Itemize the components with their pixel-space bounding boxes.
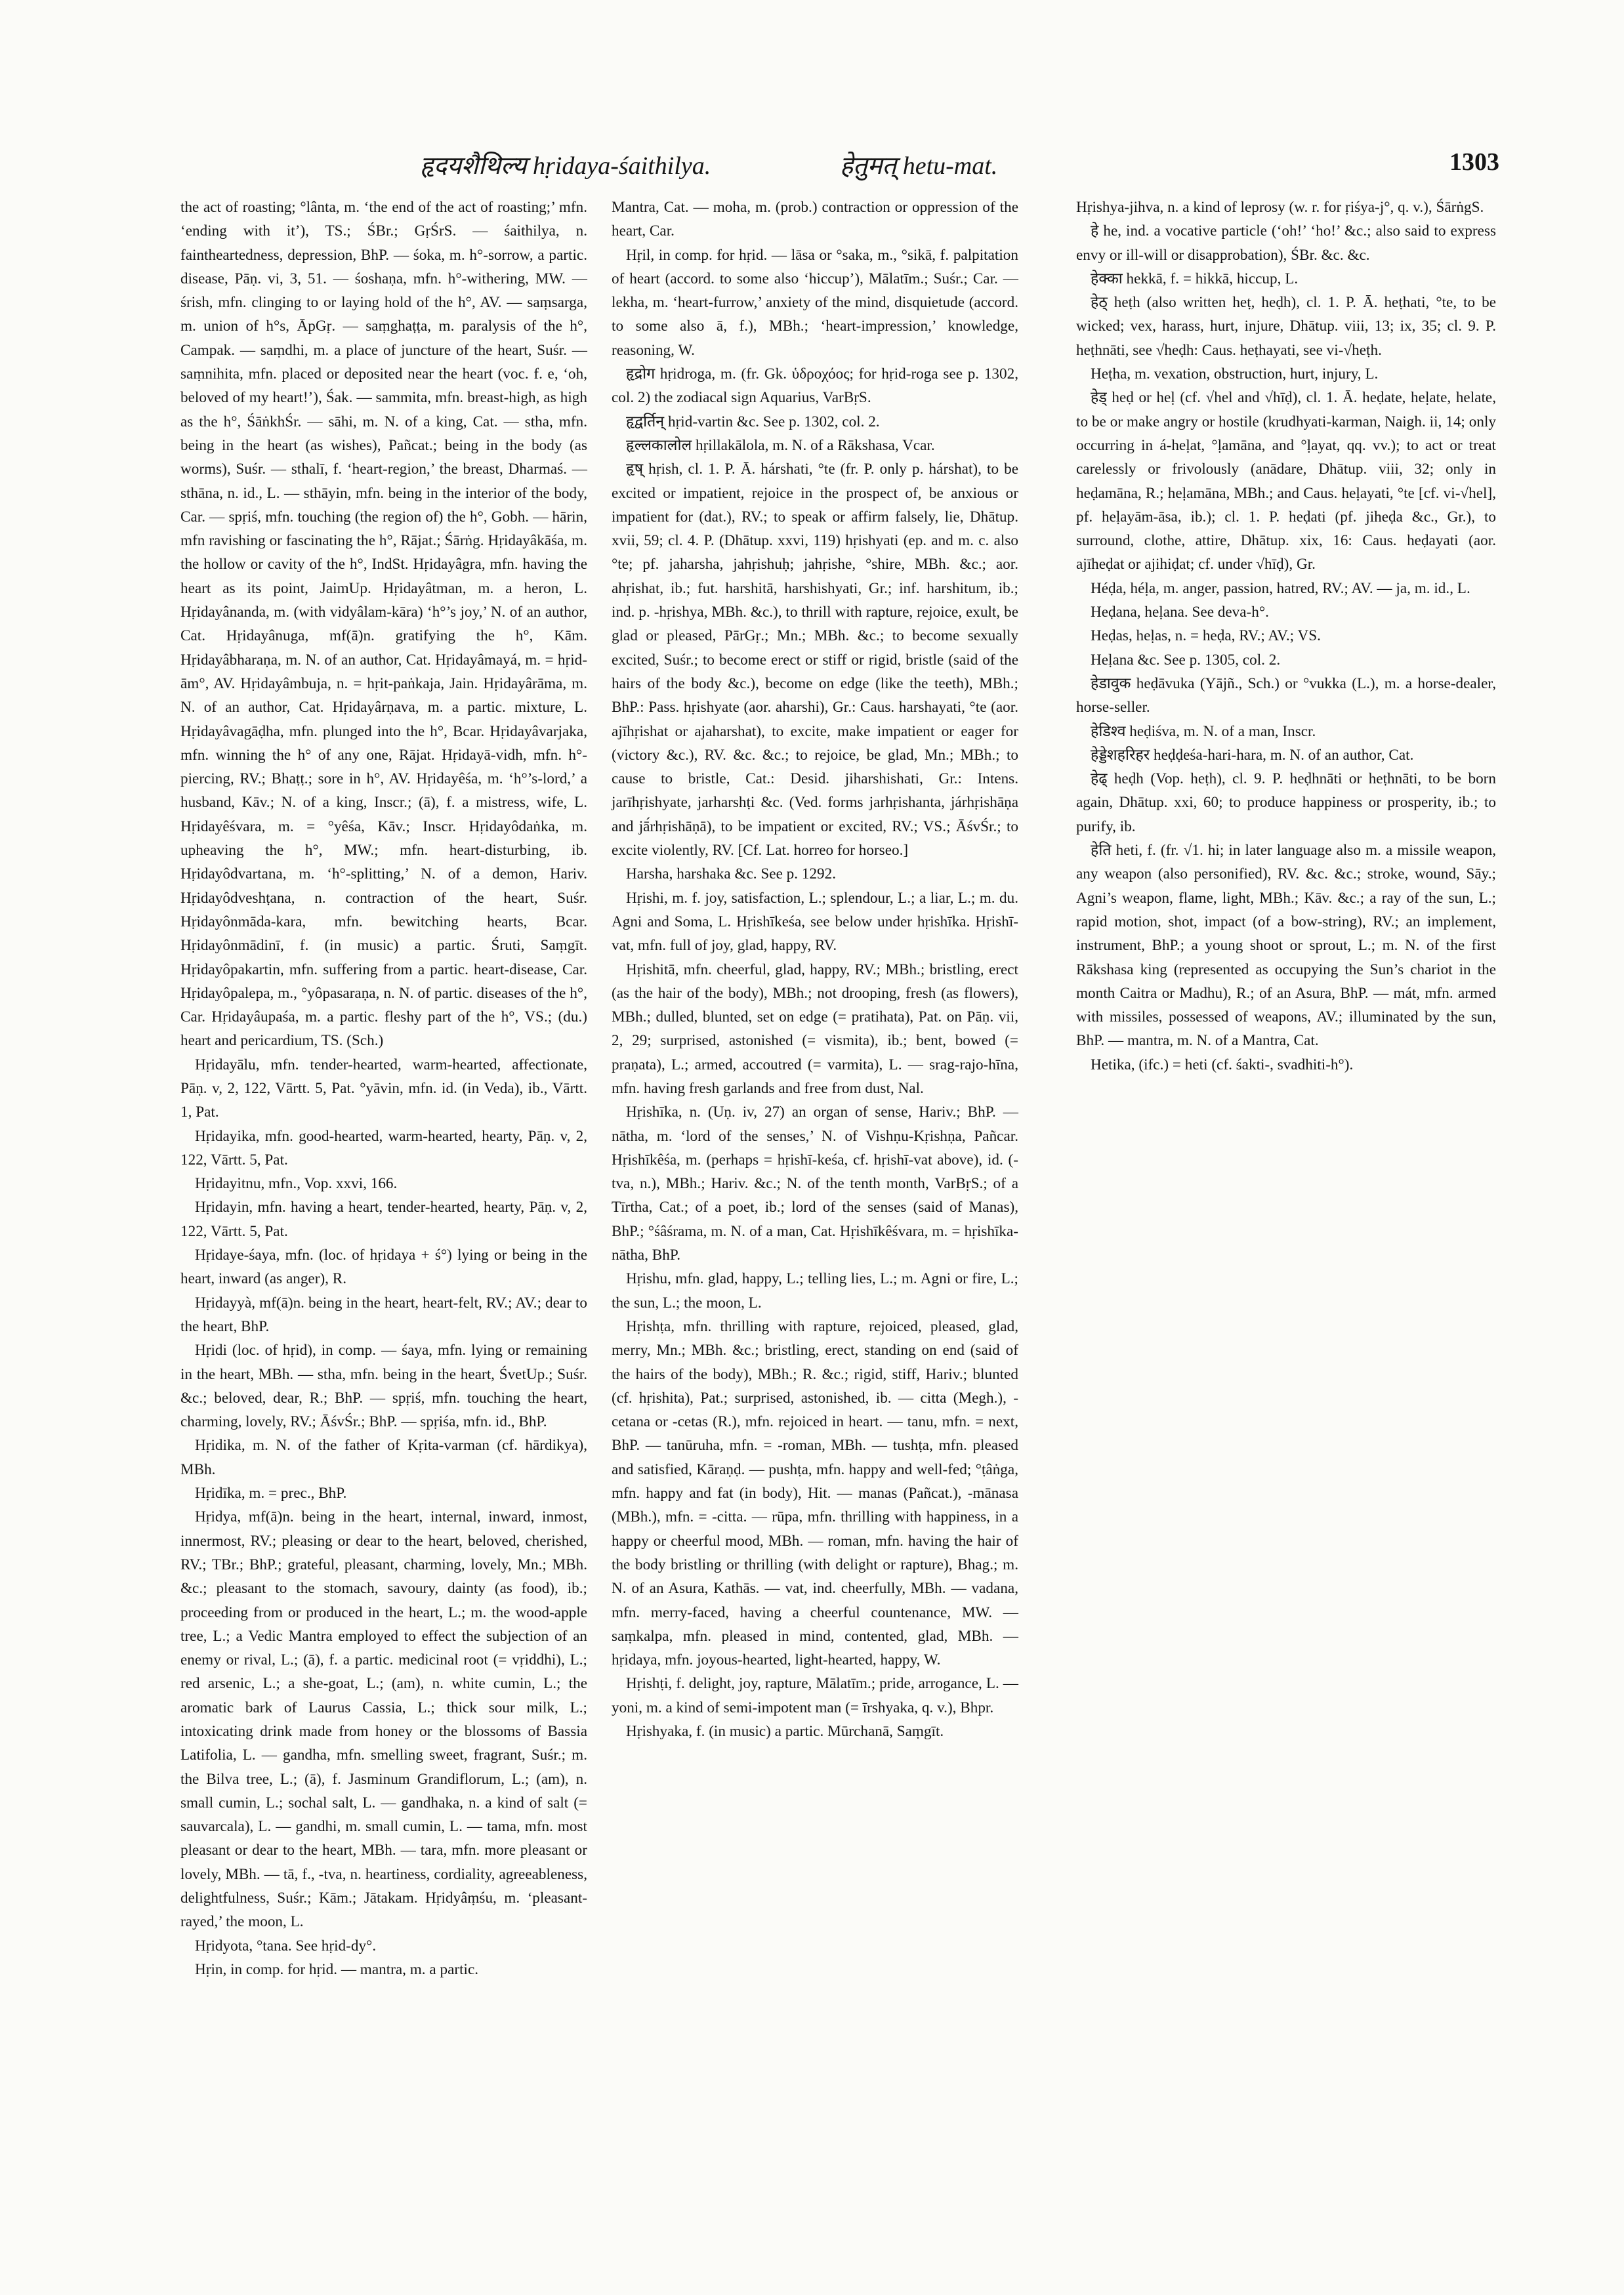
entry-paragraph: Hṛidayitnu, mfn., Vop. xxvi, 166. [195,1175,398,1193]
entry-paragraph: Hṛidaye-śaya, mfn. (loc. of hṛidaya + ś°) lying or being in the heart, inward (as anger), R. [180,1247,587,1288]
entry-paragraph: Hṛidayyà, mf(ā)n. being in the heart, heart-felt, RV.; AV.; dear to the heart, BhP. [180,1294,587,1335]
entry-paragraph: Hṛishṭa, mfn. thrilling with rapture, rejoiced, pleased, glad, merry, Mn.; MBh. &c.; bristling, erect, standing on end (said of the hairs of the body), MBh.; R. &c.; rigid, stiff, Hariv.; blunted (cf. hṛishita), Pat.; surprised, astonished, ib. — citta (Megh.), -cetana or -cetas (R.), mfn. rejoiced in heart. — tanu, mfn. = next, BhP. — tanūruha, mfn. = -roman, MBh. — tushṭa, mfn. pleased and satisfied, Kāraṇḍ. — pushṭa, mfn. happy and well-fed; °ṭâṅga, mfn. happy and fat (in body), Hit. — manas (Pañcat.), -mānasa (MBh.), mfn. = -citta. — rūpa, mfn. thrilling with happiness, in a happy or cheerful mood, MBh. — roman, mfn. having the hair of the body bristling or thrilling (with delight or rapture), Bhag.; m. N. of an Asura, Kathās. — vat, ind. cheerfully, MBh. — vadana, mfn. merry-faced, having a cheerful countenance, MW. — saṃkalpa, mfn. pleased in mind, contented, glad, MBh. — hṛidaya, mfn. joyous-hearted, light-hearted, happy, W. [612,1317,1018,1669]
entry-paragraph: Heḍana, heḷana. See deva-h°. [1091,604,1269,621]
entry-paragraph: Hṛishya-jihva, n. a kind of leprosy (w. r. for ṛiśya-j°, q. v.), ŚārṅgS. [1076,199,1484,216]
entry-paragraph: Hṛidika, m. N. of the father of Kṛita-varman (cf. hārdikya), MBh. [180,1437,587,1478]
entry-paragraph: Hṛishitā, mfn. cheerful, glad, happy, RV.; MBh.; bristling, erect (as the hair of the body), MBh.; not drooping, fresh (as flowers), MBh.; dulled, blunted, set on edge (= pratihata), Pat. on Pāṇ. vii, 2, 29; surprised, astonished (= vismita), ib.; bent, bowed (= praṇata), L.; armed, accoutred (= varmita), L. — srag-rajo-hīna, mfn. having fresh garlands and free from dust, Nal. [612,961,1018,1097]
entry-paragraph: हृल्लकालोल hṛillakālola, m. N. of a Rākshasa, Vcar. [626,436,935,454]
entry-paragraph: हे he, ind. a vocative particle (‘oh!’ ‘ho!’ &c.; also said to express envy or ill-will or disapprobation), ŚBr. &c. &c. [1076,222,1496,264]
entry-paragraph: Heḍas, heḷas, n. = heḍa, RV.; AV.; VS. [1091,627,1321,645]
right-running-headword: हेतुमत् hetu-mat. [840,152,998,180]
entry-paragraph: Hṛishu, mfn. glad, happy, L.; telling lies, L.; m. Agni or fire, L.; the sun, L.; the moon, L. [612,1270,1018,1312]
running-header [180,148,1499,184]
entry-paragraph: Hṛil, in comp. for hṛid. — lāsa or °saka, m., °sikā, f. palpitation of heart (accord. to some also ‘hiccup’), Mālatīm.; Suśr.; Car. — lekha, m. ‘heart-furrow,’ anxiety of the mind, disquietude (accord. to some also ā, f.), MBh.; ‘heart-impression,’ knowledge, reasoning, W. [612,246,1018,359]
entry-paragraph: Hṛishyaka, f. (in music) a partic. Mūrchanā, Saṃgīt. [626,1723,944,1740]
entry-paragraph: हेति heti, f. (fr. √1. hi; in later language also m. a missile weapon, any weapon (also personified), RV. &c. &c.; stroke, wound, Sāy.; Agni’s weapon, flame, light, MBh.; Kāv. &c.; a ray of the sun, L.; rapid motion, shot, impact (of a bow-string), RV.; an implement, instrument, BhP.; a young shoot or sprout, L.; m. N. of the first Rākshasa king (represented as occupying the Sun’s chariot in the month Caitra or Madhu), R.; of an Asura, BhP. — mát, mfn. armed with missiles, possessed of weapons, AV.; illuminated by the sun, BhP. — mantra, m. N. of a Mantra, Cat. [1076,842,1496,1050]
entry-paragraph: the act of roasting; °lânta, m. ‘the end of the act of roasting;’ mfn. ‘ending with it’), TS.; ŚBr.; GṛŚrS. — śaithilya, n. faintheartedness, depression, BhP. — śoka, m. h°-sorrow, a partic. disease, Pāṇ. vi, 3, 51. — śoshaṇa, mfn. h°-withering, MW. — śrish, mfn. clinging to or laying hold of the h°, AV. — saṃsarga, m. union of h°s, ĀpGṛ. — saṃghaṭṭa, m. paralysis of the h°, Campak. — saṃdhi, m. a place of juncture of the heart, Suśr. — saṃnihita, mfn. placed or deposited near the heart (voc. f. e, ‘oh, beloved of my heart!’), Śak. — sammita, mfn. breast-high, as high as the h°, ŚāṅkhŚr. — sāhi, m. N. of a king, Cat. — stha, mfn. being in the heart (as wishes), Pañcat.; being in the body (as worms), Suśr. — sthalī, f. ‘heart-region,’ the breast, Dharmaś. — sthāna, n. id., L. — sthāyin, mfn. being in the interior of the body, Car. — spṛiś, mfn. touching (the region of) the h°, Gobh. — hārin, mfn ravishing or fascinating the h°, Rājat.; Śārṅg. Hṛidayâkāśa, m. the hollow or cavity of the h°, IndSt. Hṛidayâgra, mfn. having the heart as its point, JaimUp. Hṛidayâtman, m. a heron, L. Hṛidayânanda, m. (with vidyâlam-kāra) ‘h°’s joy,’ N. of an author, Cat. Hṛidayânuga, mf(ā)n. gratifying the h°, Kām. Hṛidayâbharaṇa, m. N. of an author, Cat. Hṛidayâmayá, m. = hṛid-ām°, AV. Hṛidayâmbuja, n. = hṛit-paṅkaja, Jain. Hṛidayârāma, m. N. of an author, Cat. Hṛidayârṇava, m. a partic. mixture, L. Hṛidayâvagāḍha, mfn. plunged into the h°, Bcar. Hṛidayâvarjaka, mfn. winning the h° of any one, Rājat. Hṛidayā-vidh, mfn. h°-piercing, RV.; Bhaṭṭ.; sore in h°, AV. Hṛidayêśa, m. ‘h°’s-lord,’ a husband, Kāv.; N. of a king, Inscr.; (ā), f. a mistress, wife, L. Hṛidayêśvara, m. = °yêśa, Kāv.; Inscr. Hṛidayôdaṅka, m. upheaving the h°, MW.; mfn. heart-disturbing, ib. Hṛidayôdvartana, m. ‘h°-splitting,’ N. of a demon, Hariv. Hṛidayôdveshṭana, n. contraction of the heart, Suśr. Hṛidayônmāda-kara, mfn. bewitching hearts, Bcar. Hṛidayônmādinī, f. (in music) a partic. Śruti, Saṃgīt. Hṛidayôpakartin, mfn. suffering from a partic. heart-disease, Car. Hṛidayôpalepa, m., °yôpasaraṇa, n. N. of partic. diseases of the h°, Car. Hṛidayâupaśa, m. a partic. fleshy part of the h°, VS.; (du.) heart and pericardium, TS. (Sch.) [180,199,587,1050]
entry-paragraph: Heṭha, m. vexation, obstruction, hurt, injury, L. [1091,365,1379,383]
entry-paragraph: हेठ् heṭh (also written heṭ, heḍh), cl. 1. P. Ā. heṭhati, °te, to be wicked; vex, harass, hurt, injure, Dhātup. viii, 13; ix, 35; cl. 9. P. heṭhnāti, see √heḍh: Caus. heṭhayati, see vi-√heṭh. [1076,294,1496,359]
entry-paragraph: Hṛidayālu, mfn. tender-hearted, warm-hearted, affectionate, Pāṇ. v, 2, 122, Vārtt. 5, Pat. °yāvin, mfn. id. (in Veda), ib., Vārtt. 1, Pat. [180,1056,587,1121]
entry-paragraph: Hṛidi (loc. of hṛid), in comp. — śaya, mfn. lying or remaining in the heart, MBh. — stha, mfn. being in the heart, ŚvetUp.; Suśr. &c.; beloved, dear, R.; BhP. — spṛiś, mfn. touching the heart, charming, lovely, RV.; ĀśvŚr.; BhP. — spṛiśa, mfn. id., BhP. [180,1342,587,1431]
entry-paragraph: हृद्वर्तिन् hṛid-vartin &c. See p. 1302, col. 2. [626,413,880,430]
column-right [1076,196,1496,2256]
entry-paragraph: Hṛidīka, m. = prec., BhP. [195,1485,347,1502]
entry-paragraph: Hṛin, in comp. for hṛid. — mantra, m. a partic. [195,1960,479,1978]
entry-paragraph: Hṛishṭi, f. delight, joy, rapture, Mālatīm.; pride, arrogance, L. — yoni, m. a kind of semi-impotent man (= īrshyaka, q. v.), Bhpr. [612,1675,1018,1716]
entry-paragraph: हेढ् heḍh (Vop. heṭh), cl. 9. P. heḍhnāti or heṭhnāti, to be born again, Dhātup. xxi, 60; to produce happiness or prosperity, ib.; to purify, ib. [1076,770,1496,835]
entry-paragraph: Heḷana &c. See p. 1305, col. 2. [1091,651,1281,669]
entry-paragraph: Harsha, harshaka &c. See p. 1292. [626,865,837,883]
entry-paragraph: Hṛishīka, n. (Uṇ. iv, 27) an organ of sense, Hariv.; BhP. — nātha, m. ‘lord of the senses,’ N. of Vishṇu-Kṛishṇa, Pañcar. Hṛishīkêśa, m. (perhaps = hṛishī-keśa, cf. hṛishī-vat above), id. (-tva, n.), MBh.; Hariv. &c.; N. of the tenth month, VarBṛS.; of a Tīrtha, Cat.; of a poet, ib.; lord of the senses (said of Manas), BhP.; °śâśrama, m. N. of a man, Cat. Hṛishīkêśvara, m. = hṛishīka-nātha, BhP. [612,1104,1018,1264]
entry-paragraph: Hṛishi, m. f. joy, satisfaction, L.; splendour, L.; a liar, L.; m. du. Agni and Soma, L. Hṛishīkeśa, see below under hṛishīka. Hṛishī-vat, mfn. full of joy, glad, happy, RV. [612,889,1018,955]
entry-paragraph: हेडिश्व heḍiśva, m. N. of a man, Inscr. [1091,722,1316,740]
left-running-headword: हृदयशैथिल्य hṛidaya-śaithilya. [420,152,711,180]
entry-paragraph: हेडावुक heḍāvuka (Yājñ., Sch.) or °vukka (L.), m. a horse-dealer, horse-seller. [1076,674,1496,716]
entry-paragraph: Hetika, (ifc.) = heti (cf. śakti-, svadhiti-h°). [1091,1056,1354,1073]
entry-paragraph: Hṛidya, mf(ā)n. being in the heart, internal, inward, inmost, innermost, RV.; pleasing or dear to the heart, beloved, cherished, RV.; TBr.; BhP.; grateful, pleasant, charming, lovely, Mn.; MBh. &c.; pleasant to the stomach, savoury, dainty (as food), ib.; proceeding from or produced in the heart, L.; m. the wood-apple tree, L.; a Vedic Mantra employed to effect the subjection of an enemy or rival, L.; (ā), f. a partic. medicinal root (= vṛiddhi), L.; red arsenic, L.; a she-goat, L.; (am), n. white cumin, L.; the aromatic bark of Laurus Cassia, L.; thick sour milk, L.; intoxicating drink made from honey or the blossoms of Bassia Latifolia, L. — gandha, mfn. smelling sweet, fragrant, Suśr.; m. the Bilva tree, L.; (ā), f. Jasminum Grandiflorum, L.; (am), n. small cumin, L.; sochal salt, L. — gandhaka, n. a kind of salt (= sauvarcala), L. — gandhi, m. small cumin, L. — tama, mfn. most pleasant or dear to the heart, MBh. — tara, mfn. more pleasant or lovely, MBh. — tā, f., -tva, n. heartiness, cordiality, agreeableness, delightfulness, Suśr.; Kām.; Jātakam. Hṛidyâṃśu, m. ‘pleasant-rayed,’ the moon, L. [180,1508,587,1931]
column-middle [612,196,1018,2256]
entry-paragraph: Hṛidayin, mfn. having a heart, tender-hearted, hearty, Pāṇ. v, 2, 122, Vārtt. 5, Pat. [180,1199,587,1240]
entry-paragraph: Hṛidayika, mfn. good-hearted, warm-hearted, hearty, Pāṇ. v, 2, 122, Vārtt. 5, Pat. [180,1127,587,1168]
entry-paragraph: हेक्का hekkā, f. = hikkā, hiccup, L. [1091,270,1299,287]
entry-paragraph: Héḍa, héḷa, m. anger, passion, hatred, RV.; AV. — ja, m. id., L. [1091,579,1470,597]
page-number: 1303 [1449,148,1499,176]
entry-paragraph: Hṛidyota, °tana. See hṛid-dy°. [195,1937,377,1954]
entry-paragraph: हृष् hṛish, cl. 1. P. Ā. hárshati, °te (fr. P. only p. hárshat), to be excited or impatient, rejoice in the prospect of, be anxious or impatient for (dat.), RV.; to speak or affirm falsely, lie, Dhātup. xvii, 59; cl. 4. P. (Dhātup. xxvi, 119) hṛishyati (ep. and m. c. also °te; pf. jaharsha, jahṛishuḥ; jahṛishe, °shire, MBh. &c.; aor. ahṛishat, ib.; fut. harshitā, harshishyati, Gr.; inf. harshitum, ib.; ind. p. -hṛishya, MBh. &c.), to thrill with rapture, rejoice, exult, be glad or pleased, PārGṛ.; Mn.; MBh. &c.; to become sexually excited, Suśr.; to become erect or stiff or rigid, bristle (said of the hairs of the body &c.), become on edge (like the teeth), MBh.; BhP.: Pass. hṛishyate (aor. aharshi), Gr.: Caus. harshayati, °te (aor. ajīhṛishat or ajaharshat), to excite, make impatient or eager for (victory &c.), RV. &c. &c.; to rejoice, be glad, Mn.; MBh.; to cause to bristle, Cat.: Desid. jiharshishati, Gr.: Intens. jarīhṛishyate, jarharshṭi &c. (Ved. forms jarhṛishanta, járhṛishāṇa and jā́rhṛishāṇā), to be impatient or excited, RV.; VS.; ĀśvŚr.; to excite violently, RV. [Cf. Lat. horreo for horseo.] [612,461,1018,859]
entry-paragraph: हेड्डेशहरिहर heḍḍeśa-hari-hara, m. N. of an author, Cat. [1091,746,1414,764]
entry-paragraph: हेड् heḍ or heḷ (cf. √hel and √hīḍ), cl. 1. Ā. heḍate, heḷate, helate, to be or make angry or hostile (krudhyati-karman, Naigh. ii, 14; only occurring in á-heḷat, °ḷamāna, and °ḷayat, qq. vv.); to act or treat carelessly or frivolously (anādare, Dhātup. viii, 32; only in heḍamāna, R.; heḷamāna, MBh.; and Caus. heḷayati, °te [cf. vi-√hel], pf. heḷayām-āsa, ib.); cl. 1. P. heḍati (pf. jiheḍa &c., Gr.), to surround, clothe, attire, Dhātup. xix, 16: Caus. heḍayati (aor. ajīheḍat or ajihiḍat; cf. under √hīḍ), Gr. [1076,389,1496,573]
entry-paragraph: Mantra, Cat. — moha, m. (prob.) contraction or oppression of the heart, Car. [612,199,1018,240]
entry-paragraph: हृद्रोग hṛidroga, m. (fr. Gk. ὑδροχόος; for hṛid-roga see p. 1302, col. 2) the zodiacal sign Aquarius, VarBṛS. [612,365,1018,407]
column-left [180,196,587,2256]
